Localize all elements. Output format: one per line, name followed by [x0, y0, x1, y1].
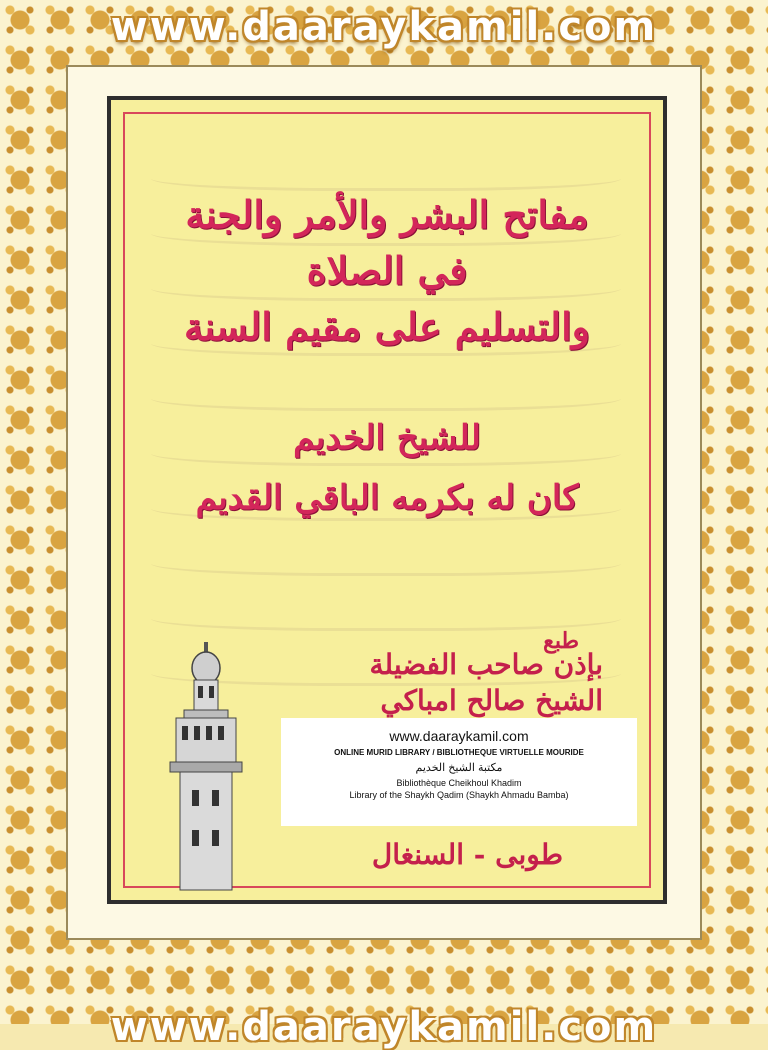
library-french-name: Bibliothèque Cheikhoul Khadim	[396, 778, 522, 788]
cover-title-line-2: في الصلاة	[306, 248, 468, 293]
site-watermark-bottom-text: www.daaraykamil.com	[110, 1004, 658, 1050]
cover-author-line-1: للشيخ الخديم	[293, 418, 481, 458]
library-arabic-name: مكتبة الشيخ الخديم	[415, 762, 503, 774]
cover-publisher-line-1: طبع	[543, 628, 579, 654]
library-subtitle: ONLINE MURID LIBRARY / BIBLIOTHEQUE VIRTUELLE MOURIDE	[334, 748, 584, 757]
cover-title-line-1: مفاتح البشر والأمر والجنة	[185, 192, 589, 237]
cover-title-line-3: والتسليم على مقيم السنة	[183, 304, 590, 349]
library-stamp	[281, 718, 637, 826]
minaret-illustration	[156, 640, 256, 890]
library-english-name: Library of the Shaykh Qadim (Shaykh Ahmadu Bamba)	[349, 790, 569, 800]
library-url[interactable]: www.daaraykamil.com	[389, 728, 529, 744]
site-watermark-bottom	[0, 996, 768, 1050]
cover-publisher-line-2: بإذن صاحب الفضيلة	[369, 648, 603, 681]
cover-place: طوبى - السنغال	[371, 838, 563, 871]
cover-author-line-2: كان له بكرمه الباقي القديم	[195, 478, 579, 518]
cover-publisher-line-3: الشيخ صالح امباكي	[380, 684, 603, 717]
site-watermark-top: www.daaraykamil.com	[110, 4, 658, 50]
